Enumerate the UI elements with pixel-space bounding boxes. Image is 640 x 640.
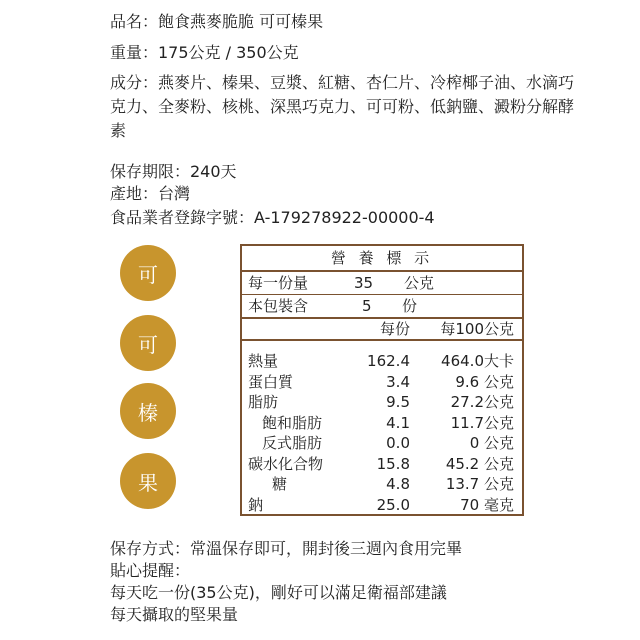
tip-line-1: 每天吃一份(35公克)，剛好可以滿足衛福部建議: [110, 583, 447, 602]
serving-label: 每一份量: [248, 274, 309, 292]
nutrition-row-trans-fat: [242, 433, 522, 454]
servings-per-package-row: [242, 295, 522, 319]
nutrient-name: 熱量: [248, 352, 279, 370]
nutrition-row-sugar: [242, 474, 522, 495]
side-circle-1: 可: [120, 245, 176, 301]
product-name: 品名：飽食燕麥脆脆 可可榛果: [110, 12, 324, 31]
nutrition-column-headers: [242, 319, 522, 341]
nutrient-name: 蛋白質: [248, 372, 294, 391]
servings-label: 本包裝含: [248, 297, 309, 315]
nutrient-name: 反式脂肪: [262, 434, 323, 452]
nutrition-row-saturated-fat: [242, 413, 522, 434]
ingredients: 成分：燕麥片、榛果、豆漿、紅糖、杏仁片、冷榨椰子油、水滴巧克力、全麥粉、核桃、深黑巧克力、可可粉、低鈉鹽、澱粉分解酵素: [110, 73, 575, 140]
side-circle-4: 果: [120, 453, 176, 509]
per-serving-value: 4.1: [386, 413, 410, 432]
per-100g-value: 9.6 公克: [455, 372, 514, 391]
nutrition-facts-panel: [240, 244, 524, 516]
per-100g-value: 11.7公克: [450, 413, 514, 432]
per-serving-value: 4.8: [386, 475, 410, 493]
per-serving-value: 162.4: [367, 352, 410, 370]
nutrition-row-protein: [242, 372, 522, 393]
per-100g-value: 70 毫克: [460, 495, 514, 514]
storage-instructions: 保存方式：常溫保存即可，開封後三週內食用完畢: [110, 539, 463, 558]
nutrient-name: 糖: [272, 475, 288, 493]
per-100g-value: 13.7 公克: [445, 475, 514, 493]
nutrient-name: 脂肪: [248, 393, 279, 411]
nutrition-rows: [242, 341, 522, 515]
per-serving-value: 25.0: [376, 495, 410, 514]
origin: 產地：台灣: [110, 184, 191, 203]
nutrition-row-carbohydrate: [242, 454, 522, 475]
nutrition-row-calories: [242, 351, 522, 372]
servings-unit: 份: [402, 297, 418, 315]
license-number: 食品業者登錄字號：A-179278922-00000-4: [110, 208, 435, 227]
serving-size-row: [242, 272, 522, 295]
nutrient-name: 碳水化合物: [248, 454, 324, 473]
servings-value: 5: [362, 297, 372, 315]
per-100g-value: 0 公克: [469, 434, 514, 452]
tip-label: 貼心提醒：: [110, 561, 191, 580]
per-serving-value: 15.8: [376, 454, 410, 473]
nutrition-row-sodium: [242, 495, 522, 516]
nutrient-name: 鈉: [248, 495, 264, 514]
side-circle-2: 可: [120, 315, 176, 371]
nutrition-row-fat: [242, 392, 522, 413]
serving-unit: 公克: [404, 274, 435, 292]
per-serving-value: 9.5: [386, 393, 410, 411]
per-100g-value: 27.2公克: [450, 393, 514, 411]
shelf-life: 保存期限：240天: [110, 162, 237, 181]
per-serving-value: 0.0: [386, 434, 410, 452]
product-weight: 重量：175公克 / 350公克: [110, 43, 299, 62]
col-per-100g: 每100公克: [440, 320, 514, 338]
col-per-serving: 每份: [379, 320, 410, 338]
per-100g-value: 45.2 公克: [445, 454, 514, 473]
serving-value: 35: [354, 274, 374, 292]
side-circle-3: 榛: [120, 383, 176, 439]
nutrient-name: 飽和脂肪: [262, 413, 323, 432]
per-100g-value: 464.0大卡: [441, 352, 514, 370]
nutrition-title: 營 養 標 示: [242, 246, 522, 272]
tip-line-2: 每天攝取的堅果量: [110, 605, 239, 624]
per-serving-value: 3.4: [386, 372, 410, 391]
